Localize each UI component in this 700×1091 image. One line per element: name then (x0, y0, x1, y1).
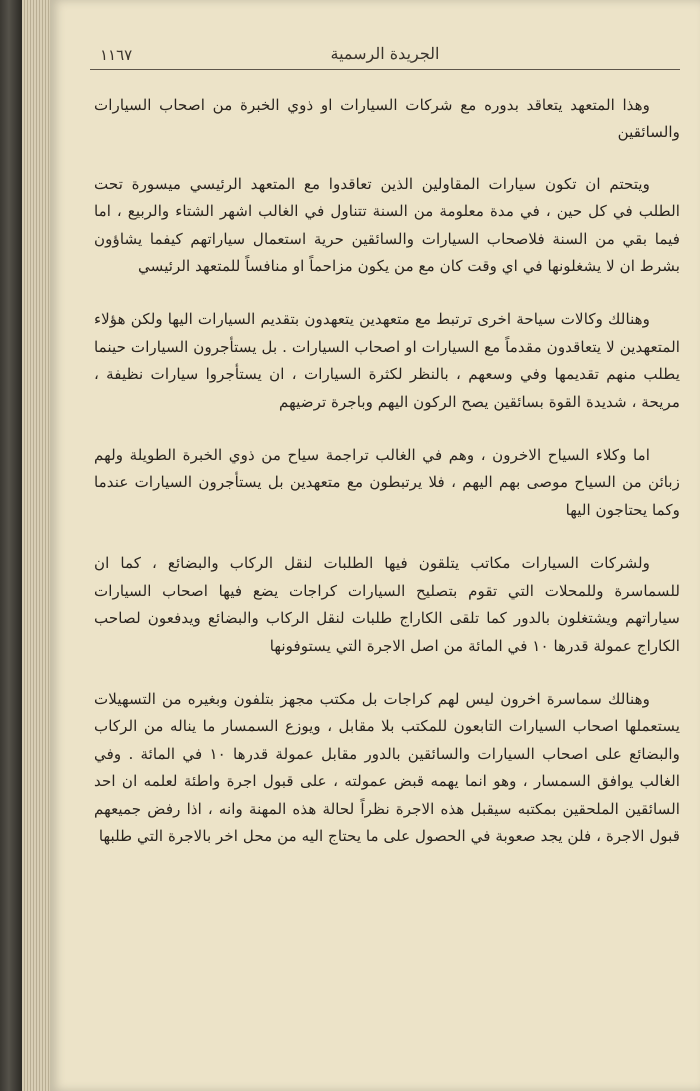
page-edges (22, 0, 52, 1091)
page-number: ١١٦٧ (100, 46, 133, 64)
book-spine (0, 0, 22, 1091)
header-divider (90, 69, 680, 70)
page-header-title: الجريدة الرسمية (330, 44, 440, 63)
paragraph-3: وهنالك وكالات سياحة اخرى ترتبط مع متعهدين يتعهدون بتقديم السيارات اليها ولكن هؤلاء المتعهدين لا يتعاقدون مقدماً مع السيارات او اصحاب السيارات . بل يستأجرون السيارات حينما يطلب منهم تقديمها وفي وسعهم ، بالنظر لكثرة السيارات ، ان يستأجروا سيارات نظيفة ، مريحة ، شديدة القوة بسائقين يصح الركون اليهم وباجرة ترضيهم (94, 310, 680, 411)
paragraph-5: ولشركات السيارات مكاتب يتلقون فيها الطلبات لنقل الركاب والبضائع ، كما ان للسماسرة وللمحلات التي تقوم بتصليح السيارات كراجات يضع فيها اصحاب السيارات سياراتهم ويشتغلون بالدور كما تلقى الكاراج طلبات لنقل الركاب والبضائع ويدفعون لصاحب الكاراج عمولة قدرها ١٠ في المائة من اصل الاجرة التي يستوفونها (94, 554, 680, 655)
paragraph-1: وهذا المتعهد يتعاقد بدوره مع شركات السيارات او ذوي الخبرة من اصحاب السيارات والسائقين (94, 96, 680, 142)
document-page (50, 0, 700, 1091)
paragraph-2: ويتحتم ان تكون سيارات المقاولين الذين تعاقدوا مع المتعهد الرئيسي ميسورة تحت الطلب في كل حين ، في مدة معلومة من السنة تتناول في الغالب اشهر الشتاء والربيع ، اما فيما بقي من السنة فلاصحاب السيارات والسائقين حرية استعمال سياراتهم كيفما يشاؤون بشرط ان لا يشغلونها في اي وقت كان مع من يكون مزاحماً او منافساً للمتعهد الرئيسي (94, 174, 680, 276)
paragraph-4: اما وكلاء السياح الاخرون ، وهم في الغالب تراجمة سياح من ذوي الخبرة الطويلة ولهم زبائن من السياح موصى بهم اليهم ، فلا يرتبطون مع متعهدين بل يستأجرون السيارات عندما وكما يحتاجون اليها (94, 446, 680, 519)
paragraph-6: وهنالك سماسرة اخرون ليس لهم كراجات بل مكتب مجهز بتلفون وبغيره من التسهيلات يستعملها اصحاب السيارات التابعون للمكتب بلا مقابل ، ويوزع السمسار ما يناله من الركاب والبضائع على اصحاب السيارات والسائقين بالدور مقابل عمولة قدرها ١٠ في المائة . وفي الغالب يوافق السمسار ، وهو انما يهمه قبض عمولته ، على قبول اجرة واطئة لعلمه ان احد السائقين الملحقين بمكتبه سيقبل هذه الاجرة نظراً لحالة هذه المهنة وانه ، اذا رفض جميعهم قبول الاجرة ، فلن يجد صعوبة في الحصول على ما يحتاج اليه من محل اخر بالاجرة التي طلبها (94, 689, 680, 845)
article-body (94, 92, 680, 876)
